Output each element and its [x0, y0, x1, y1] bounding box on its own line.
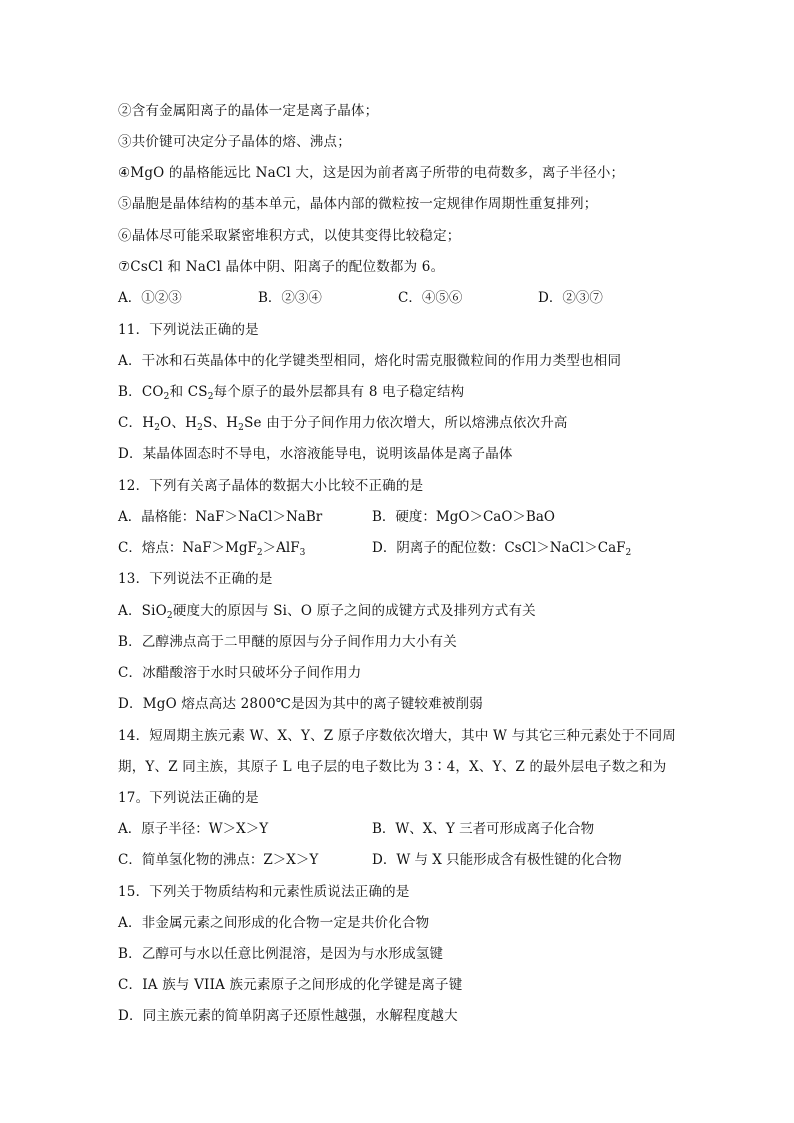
q12-d-text: D．阴离子的配位数：CsCl＞NaCl＞CaF [372, 540, 626, 556]
q13-a-sub: 2 [166, 611, 173, 621]
q11-b-sub: 2 [163, 392, 170, 402]
q13-a-text: 硬度大的原因与 Si、O 原子之间的成键方式及排列方式有关 [172, 603, 536, 619]
q10-statement-6: ⑥晶体尽可能采取紧密堆积方式，以使其变得比较稳定； [118, 228, 461, 244]
q11-b-sub: 2 [207, 392, 214, 402]
q11-c-sub: 2 [154, 423, 161, 433]
q11-c-sub: 2 [238, 423, 245, 433]
q11-c-text: S、H [203, 415, 239, 431]
q10-option-a: A．①②③ [118, 290, 182, 306]
q11-c-text: O、H [160, 415, 198, 431]
q14-option-a: A．原子半径：W＞X＞Y [118, 821, 269, 837]
q12-stem: 12．下列有关离子晶体的数据大小比较不正确的是 [118, 478, 424, 494]
q12-d-sub: 2 [625, 548, 632, 558]
q15-option-b: B．乙醇可与水以任意比例混溶，是因为与水形成氢键 [118, 946, 444, 962]
q13-stem: 13．下列说法不正确的是 [118, 571, 273, 587]
q11-option-a: A．干冰和石英晶体中的化学键类型相同，熔化时需克服微粒间的作用力类型也相同 [118, 353, 622, 369]
q12-c-sub: 3 [299, 548, 306, 558]
q13-option-d: D．MgO 熔点高达 2800℃是因为其中的离子键较难被削弱 [118, 696, 483, 712]
q12-option-d [372, 538, 631, 558]
q14-stem-line-3: 17。下列说法正确的是 [118, 790, 259, 806]
q15-option-a: A．非金属元素之间形成的化合物一定是共价化合物 [118, 915, 430, 931]
q11-b-text: 每个原子的最外层都具有 8 电子稳定结构 [213, 384, 465, 400]
q10-statement-7: ⑦CsCl 和 NaCl 晶体中阴、阳离子的配位数都为 6。 [118, 259, 445, 275]
q13-a-text: A．SiO [118, 603, 167, 619]
q14-stem-line-1: 14．短周期主族元素 W、X、Y、Z 原子序数依次增大，其中 W 与其它三种元素处于不同周 [118, 728, 676, 744]
q10-option-b: B．②③④ [258, 290, 322, 306]
q11-c-sub: 2 [197, 423, 204, 433]
q10-statement-3: ③共价键可决定分子晶体的熔、沸点； [118, 134, 351, 150]
q10-option-c: C．④⑤⑥ [398, 290, 463, 306]
q14-stem-line-2: 期，Y、Z 同主族，其原子 L 电子层的电子数比为 3∶4，X、Y、Z 的最外层电子数之和为 [118, 759, 667, 775]
q14-option-b: B．W、X、Y 三者可形成离子化合物 [372, 821, 595, 837]
q11-option-d: D．某晶体固态时不导电，水溶液能导电，说明该晶体是离子晶体 [118, 446, 513, 462]
q10-statement-5: ⑤晶胞是晶体结构的基本单元，晶体内部的微粒按一定规律作周期性重复排列； [118, 196, 598, 212]
q11-c-text: Se 由于分子间作用力依次增大，所以熔沸点依次升高 [244, 415, 568, 431]
q10-statement-4: ④MgO 的晶格能远比 NaCl 大，这是因为前者离子所带的电荷数多，离子半径小； [118, 165, 625, 181]
q11-stem: 11．下列说法正确的是 [118, 322, 259, 338]
q14-option-c: C．简单氢化物的沸点：Z＞X＞Y [118, 852, 319, 868]
q10-option-d: D．②③⑦ [538, 290, 603, 306]
q10-statement-2: ②含有金属阳离子的晶体一定是离子晶体； [118, 103, 379, 119]
q12-option-a: A．晶格能：NaF＞NaCl＞NaBr [118, 509, 323, 525]
q11-c-text: C．H [118, 415, 155, 431]
q15-stem: 15．下列关于物质结构和元素性质说法正确的是 [118, 884, 410, 900]
q15-option-c: C．IA 族与 VIIA 族元素原子之间形成的化学键是离子键 [118, 977, 463, 993]
q12-option-c [118, 538, 305, 558]
q13-option-a [118, 601, 536, 621]
q12-c-text: C．熔点：NaF＞MgF [118, 540, 257, 556]
q11-option-c [118, 413, 568, 433]
q12-option-b: B．硬度：MgO＞CaO＞BaO [372, 509, 555, 525]
q12-c-text: ＞AlF [262, 540, 300, 556]
q11-b-text: 和 CS [169, 384, 208, 400]
q14-option-d: D．W 与 X 只能形成含有极性键的化合物 [372, 852, 622, 868]
q12-c-sub: 2 [256, 548, 263, 558]
q13-option-b: B．乙醇沸点高于二甲醚的原因与分子间作用力大小有关 [118, 634, 457, 650]
q13-option-c: C．冰醋酸溶于水时只破坏分子间作用力 [118, 665, 362, 681]
q11-option-b [118, 382, 464, 402]
q15-option-d: D．同主族元素的简单阴离子还原性越强，水解程度越大 [118, 1008, 458, 1024]
q11-b-text: B．CO [118, 384, 164, 400]
